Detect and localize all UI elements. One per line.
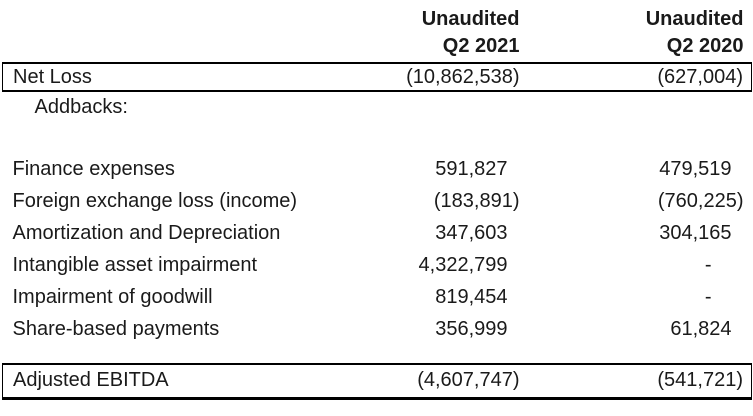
column-header-unaudited-2020: Unaudited [645,8,744,30]
column-header-unaudited-2021: Unaudited [421,8,520,30]
value-q2-2021: (183,891) [433,189,520,212]
value-q2-2021: (4,607,747) [243,364,528,398]
row-label: Adjusted EBITDA [3,364,243,398]
row-label: Addbacks: [34,96,128,118]
value-q2-2020: 61,824 [670,317,732,340]
value-q2-2020 [528,91,752,123]
column-header-q2-2021: Q2 2021 [442,35,520,57]
header-empty-cell [3,2,243,31]
value-q2-2020: (760,225) [657,189,744,212]
value-q2-2020: - [704,253,712,276]
table-row-share-based-payments [3,313,752,345]
value-q2-2021: 4,322,799 [418,253,508,276]
spacer-row [3,345,752,364]
row-label: Net Loss [3,63,243,91]
value-q2-2021: 591,827 [435,157,508,180]
ebitda-reconciliation-table [2,2,752,400]
spacer-cell [3,123,752,153]
value-q2-2021: 347,603 [435,221,508,244]
row-label: Foreign exchange loss (income) [12,189,298,212]
spacer-row [3,123,752,153]
table-row-amortization [3,217,752,249]
value-q2-2020: (627,004) [528,63,752,91]
value-q2-2021 [243,91,528,123]
value-q2-2020: 304,165 [659,221,732,244]
value-q2-2021: 356,999 [435,317,508,340]
table-row-adjusted-ebitda [3,364,752,398]
header-row-unaudited [3,2,752,31]
row-label: Impairment of goodwill [12,285,213,308]
table-row-foreign-exchange [3,185,752,217]
value-q2-2021: 819,454 [435,285,508,308]
header-row-period [3,31,752,63]
row-label: Finance expenses [12,157,175,180]
value-q2-2020: (541,721) [528,364,752,398]
value-q2-2020: 479,519 [659,157,732,180]
value-q2-2020: - [704,285,712,308]
table-row-net-loss [3,63,752,91]
value-q2-2021: (10,862,538) [243,63,528,91]
row-label: Amortization and Depreciation [12,221,281,244]
column-header-q2-2020: Q2 2020 [666,35,744,57]
table-row-finance-expenses [3,153,752,185]
row-label: Share-based payments [12,317,220,340]
table-row-goodwill-impairment [3,281,752,313]
table-row-intangible-impairment [3,249,752,281]
header-empty-cell [3,31,243,63]
row-label: Intangible asset impairment [12,253,258,276]
table-row-addbacks-heading [3,91,752,123]
spacer-cell [3,345,752,364]
